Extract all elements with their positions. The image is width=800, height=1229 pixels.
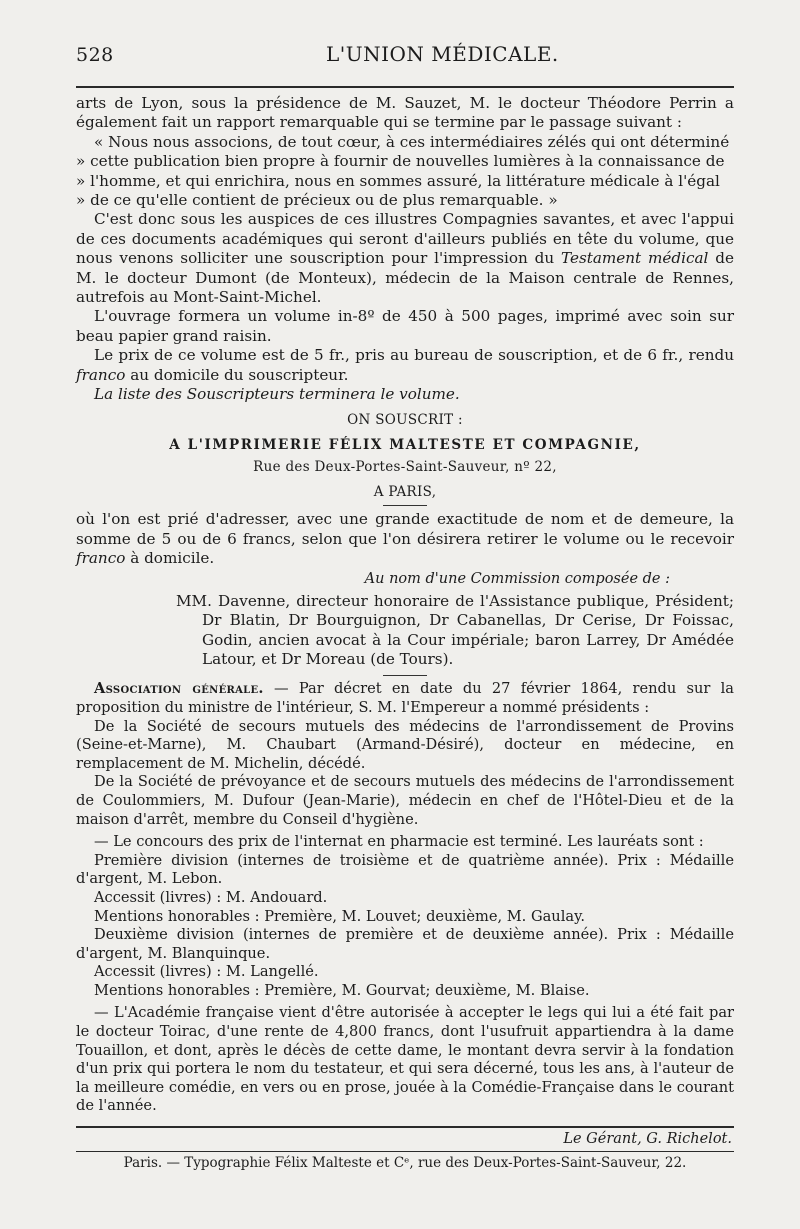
page-number: 528 [76, 44, 114, 66]
news-accessit-2: Accessit (livres) : M. Langellé. [94, 963, 319, 981]
news-premiere-division: Première division (internes de troisième et de quatrième année). Prix : Médaille d'argent, M. Lebon. [76, 851, 734, 888]
commission-members: MM. Davenne, directeur honoraire de l'Assistance publique, Président; Dr Blatin, Dr Bourguignon, Dr Cabanellas, Dr Cerise, Dr Foissac, Godin, ancien avocat à la Cour impériale; baron Larrey, Dr Amédée Latour, et Dr Moreau (de Tours). [176, 591, 734, 668]
journal-title: L'UNION MÉDICALE. [326, 42, 559, 66]
paragraph-subscription: C'est donc sous les auspices de ces illustres Compagnies savantes, et avec l'appui de ces documents académiques qui seront d'ailleurs publiés en tête du volume, que nous venons solliciter une souscription pour l'impression du Testament médical de M. le docteur Dumont (de Monteux), médecin de la Maison centrale de Rennes, autrefois au Mont-Saint-Michel. [76, 210, 734, 307]
quote-mark: « [94, 132, 104, 151]
city: A PARIS, [373, 483, 437, 500]
imprimerie-address: Rue des Deux-Portes-Saint-Sauveur, nº 22, [253, 459, 557, 476]
article-body [76, 94, 734, 1116]
news-association: Association générale. — Par décret en date du 27 février 1864, rendu sur la proposition du ministre de l'intérieur, S. M. l'Empereur a nommé présidents : [76, 680, 734, 716]
imprimerie-name: A L'IMPRIMERIE FÉLIX MALTESTE ET COMPAGNIE, [169, 436, 641, 453]
quote-mark: » [76, 191, 86, 210]
quote-line-4: » de ce qu'elle contient de précieux ou de plus remarquable. » [76, 191, 558, 210]
printer-imprint: Paris. — Typographie Félix Malteste et Cᵉ, rue des Deux-Portes-Saint-Sauveur, 22. [123, 1155, 687, 1172]
footer-rule-2 [76, 1151, 734, 1152]
news-pharmacie-intro: — Le concours des prix de l'internat en pharmacie est terminé. Les lauréats sont : [94, 833, 704, 851]
paragraph-volume: L'ouvrage formera un volume in-8º de 450 à 500 pages, imprimé avec soin sur beau papier grand raisin. [76, 307, 734, 345]
news-mentions-1: Mentions honorables : Première, M. Louvet; deuxième, M. Gaulay. [94, 907, 586, 925]
on-souscrit: ON SOUSCRIT : [347, 411, 463, 428]
news-mentions-2: Mentions honorables : Première, M. Gourvat; deuxième, M. Blaise. [94, 981, 590, 999]
quote-line-1: « Nous nous associons, de tout cœur, à ces intermédiaires zélés qui ont déterminé [94, 132, 730, 151]
quote-mark: » [76, 171, 86, 190]
book-title: Testament médical [561, 249, 709, 268]
header-rule [76, 86, 734, 88]
running-head [76, 42, 734, 66]
footer-rule [76, 1126, 734, 1128]
news-provins: De la Société de secours mutuels des médecins de l'arrondissement de Provins (Seine-et-Marne), M. Chaubart (Armand-Désiré), docteur en médecine, en remplacement de M. Michelin, décédé. [76, 717, 734, 772]
paragraph-price: Le prix de ce volume est de 5 fr., pris au bureau de souscription, et de 6 fr., rendu franco au domicile du souscripteur. [76, 346, 734, 384]
news-coulommiers: De la Société de prévoyance et de secours mutuels des médecins de l'arrondissement de Coulommiers, M. Dufour (Jean-Marie), médecin en chef de l'Hôtel-Dieu et de la maison d'arrêt, membre du Conseil d'hygiène. [76, 773, 734, 828]
gerant-signature: Le Gérant, G. Richelot. [563, 1131, 732, 1148]
commission-heading: Au nom d'une Commission composée de : [364, 571, 670, 588]
paragraph-list-note: La liste des Souscripteurs terminera le volume. [94, 385, 460, 404]
news-deuxieme-division: Deuxième division (internes de première et de deuxième année). Prix : Médaille d'argent, M. Blanquinque. [76, 926, 734, 962]
separator [383, 675, 427, 676]
separator [383, 505, 427, 506]
paragraph-address-instructions: où l'on est prié d'adresser, avec une grande exactitude de nom et de demeure, la somme de 5 ou de 6 francs, selon que l'on désirera retirer le volume ou le recevoir franco à domicile. [76, 510, 734, 567]
quote-line-3: » l'homme, et qui enrichira, nous en sommes assuré, la littérature médicale à l'égal [76, 171, 720, 190]
paragraph-intro: arts de Lyon, sous la présidence de M. Sauzet, M. le docteur Théodore Perrin a également fait un rapport remarquable qui se termine par le passage suivant : [76, 94, 734, 132]
news-academie-legs: — L'Académie française vient d'être autorisée à accepter le legs qui lui a été fait par le docteur Toirac, d'une rente de 4,800 francs, dont l'usufruit appartiendra à la dame Touaillon, et dont, après le décès de cette dame, le montant devra servir à la fondation d'un prix qui portera le nom du testateur, et qui sera décerné, tous les ans, à l'auteur de la meilleure comédie, en vers ou en prose, jouée à la Comédie-Française dans le courant de l'année. [76, 1004, 734, 1115]
news-accessit-1: Accessit (livres) : M. Andouard. [94, 888, 328, 906]
quote-line-2: » cette publication bien propre à fournir de nouvelles lumières à la connaissance de [76, 152, 725, 171]
quote-mark: » [76, 152, 86, 171]
